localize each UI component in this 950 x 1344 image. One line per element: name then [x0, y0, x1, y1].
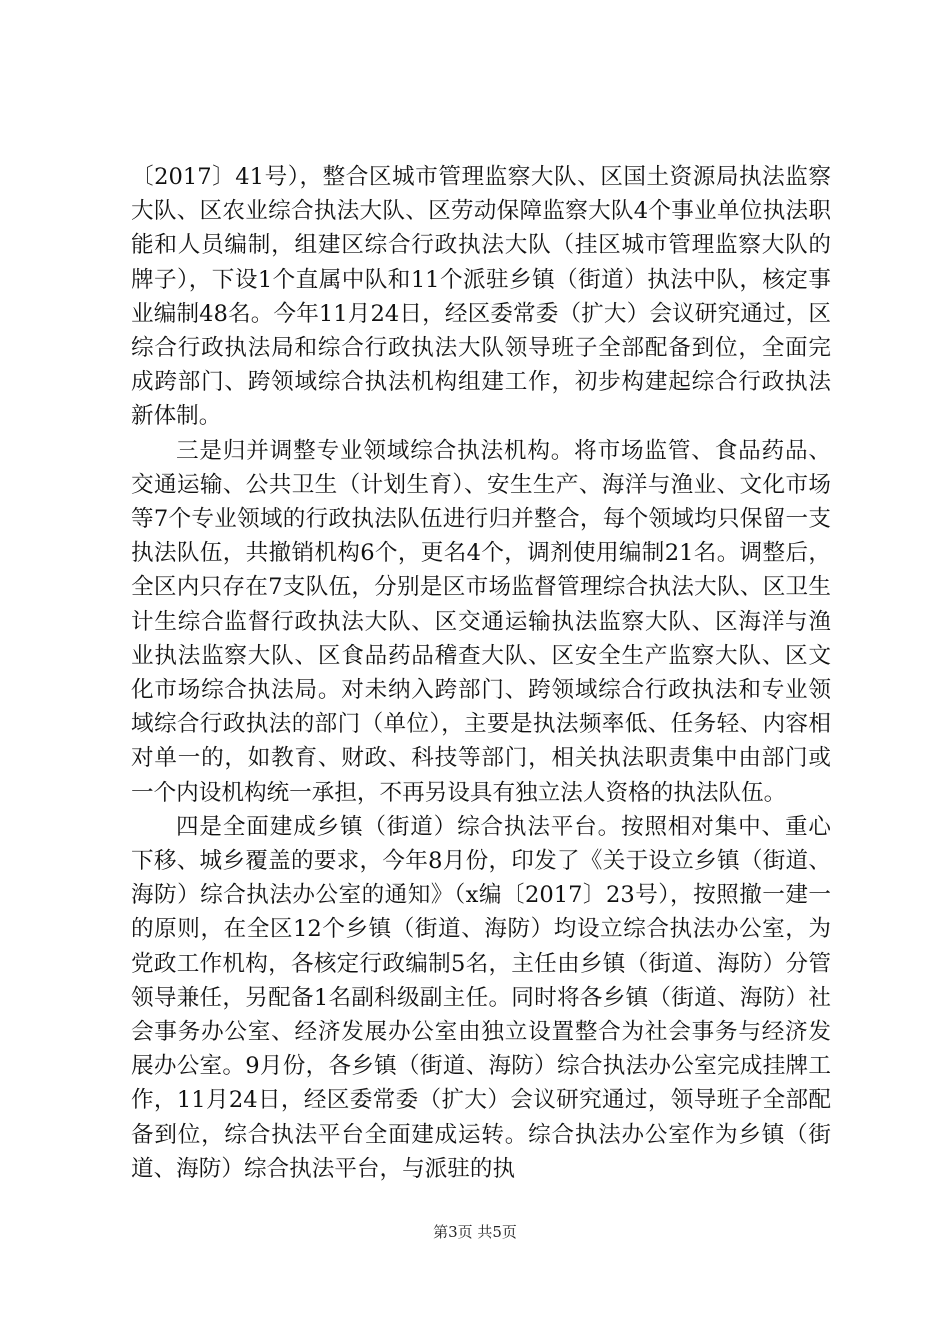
paragraph-township-enforcement-platform: 四是全面建成乡镇（街道）综合执法平台。按照相对集中、重心下移、城乡覆盖的要求，今年8月份，印发了《关于设立乡镇（街道、海防）综合执法办公室的通知》（x编〔2017〕23号），按照撤一建一的原则，在全区12个乡镇（街道、海防）均设立综合执法办公室，为党政工作机构，各核定行政编制5名，主任由乡镇（街道、海防）分管领导兼任，另配备1名副科级副主任。同时将各乡镇（街道、海防）社会事务办公室、经济发展办公室由独立设置整合为社会事务与经济发展办公室。9月份，各乡镇（街道、海防）综合执法办公室完成挂牌工作，11月24日，经区委常委（扩大）会议研究通过，领导班子全部配备到位，综合执法平台全面建成运转。综合执法办公室作为乡镇（街道、海防）综合执法平台，与派驻的执: [131, 813, 831, 1182]
page-number-footer: 第3页 共5页: [433, 1223, 517, 1241]
paragraph-continued: 〔2017〕41号），整合区城市管理监察大队、区国土资源局执法监察大队、区农业综合执法大队、区劳动保障监察大队4个事业单位执法职能和人员编制，组建区综合行政执法大队（挂区城市管理监察大队的牌子），下设1个直属中队和11个派驻乡镇（街道）执法中队，核定事业编制48名。今年11月24日，经区委常委（扩大）会议研究通过，区综合行政执法局和综合行政执法大队领导班子全部配备到位，全面完成跨部门、跨领域综合执法机构组建工作，初步构建起综合行政执法新体制。: [131, 164, 831, 430]
paragraph-professional-field-enforcement: 三是归并调整专业领域综合执法机构。将市场监管、食品药品、交通运输、公共卫生（计划生育）、安生生产、海洋与渔业、文化市场等7个专业领域的行政执法队伍进行归并整合，每个领域均只保留一支执法队伍，共撤销机构6个，更名4个，调剂使用编制21名。调整后，全区内只存在7支队伍，分别是区市场监督管理综合执法大队、区卫生计生综合监督行政执法大队、区交通运输执法监察大队、区海洋与渔业执法监察大队、区食品药品稽查大队、区安全生产监察大队、区文化市场综合执法局。对未纳入跨部门、跨领域综合行政执法和专业领域综合行政执法的部门（单位），主要是执法频率低、任务轻、内容相对单一的，如教育、财政、科技等部门，相关执法职责集中由部门或一个内设机构统一承担，不再另设具有独立法人资格的执法队伍。: [131, 437, 831, 806]
document-body: [131, 160, 831, 1186]
